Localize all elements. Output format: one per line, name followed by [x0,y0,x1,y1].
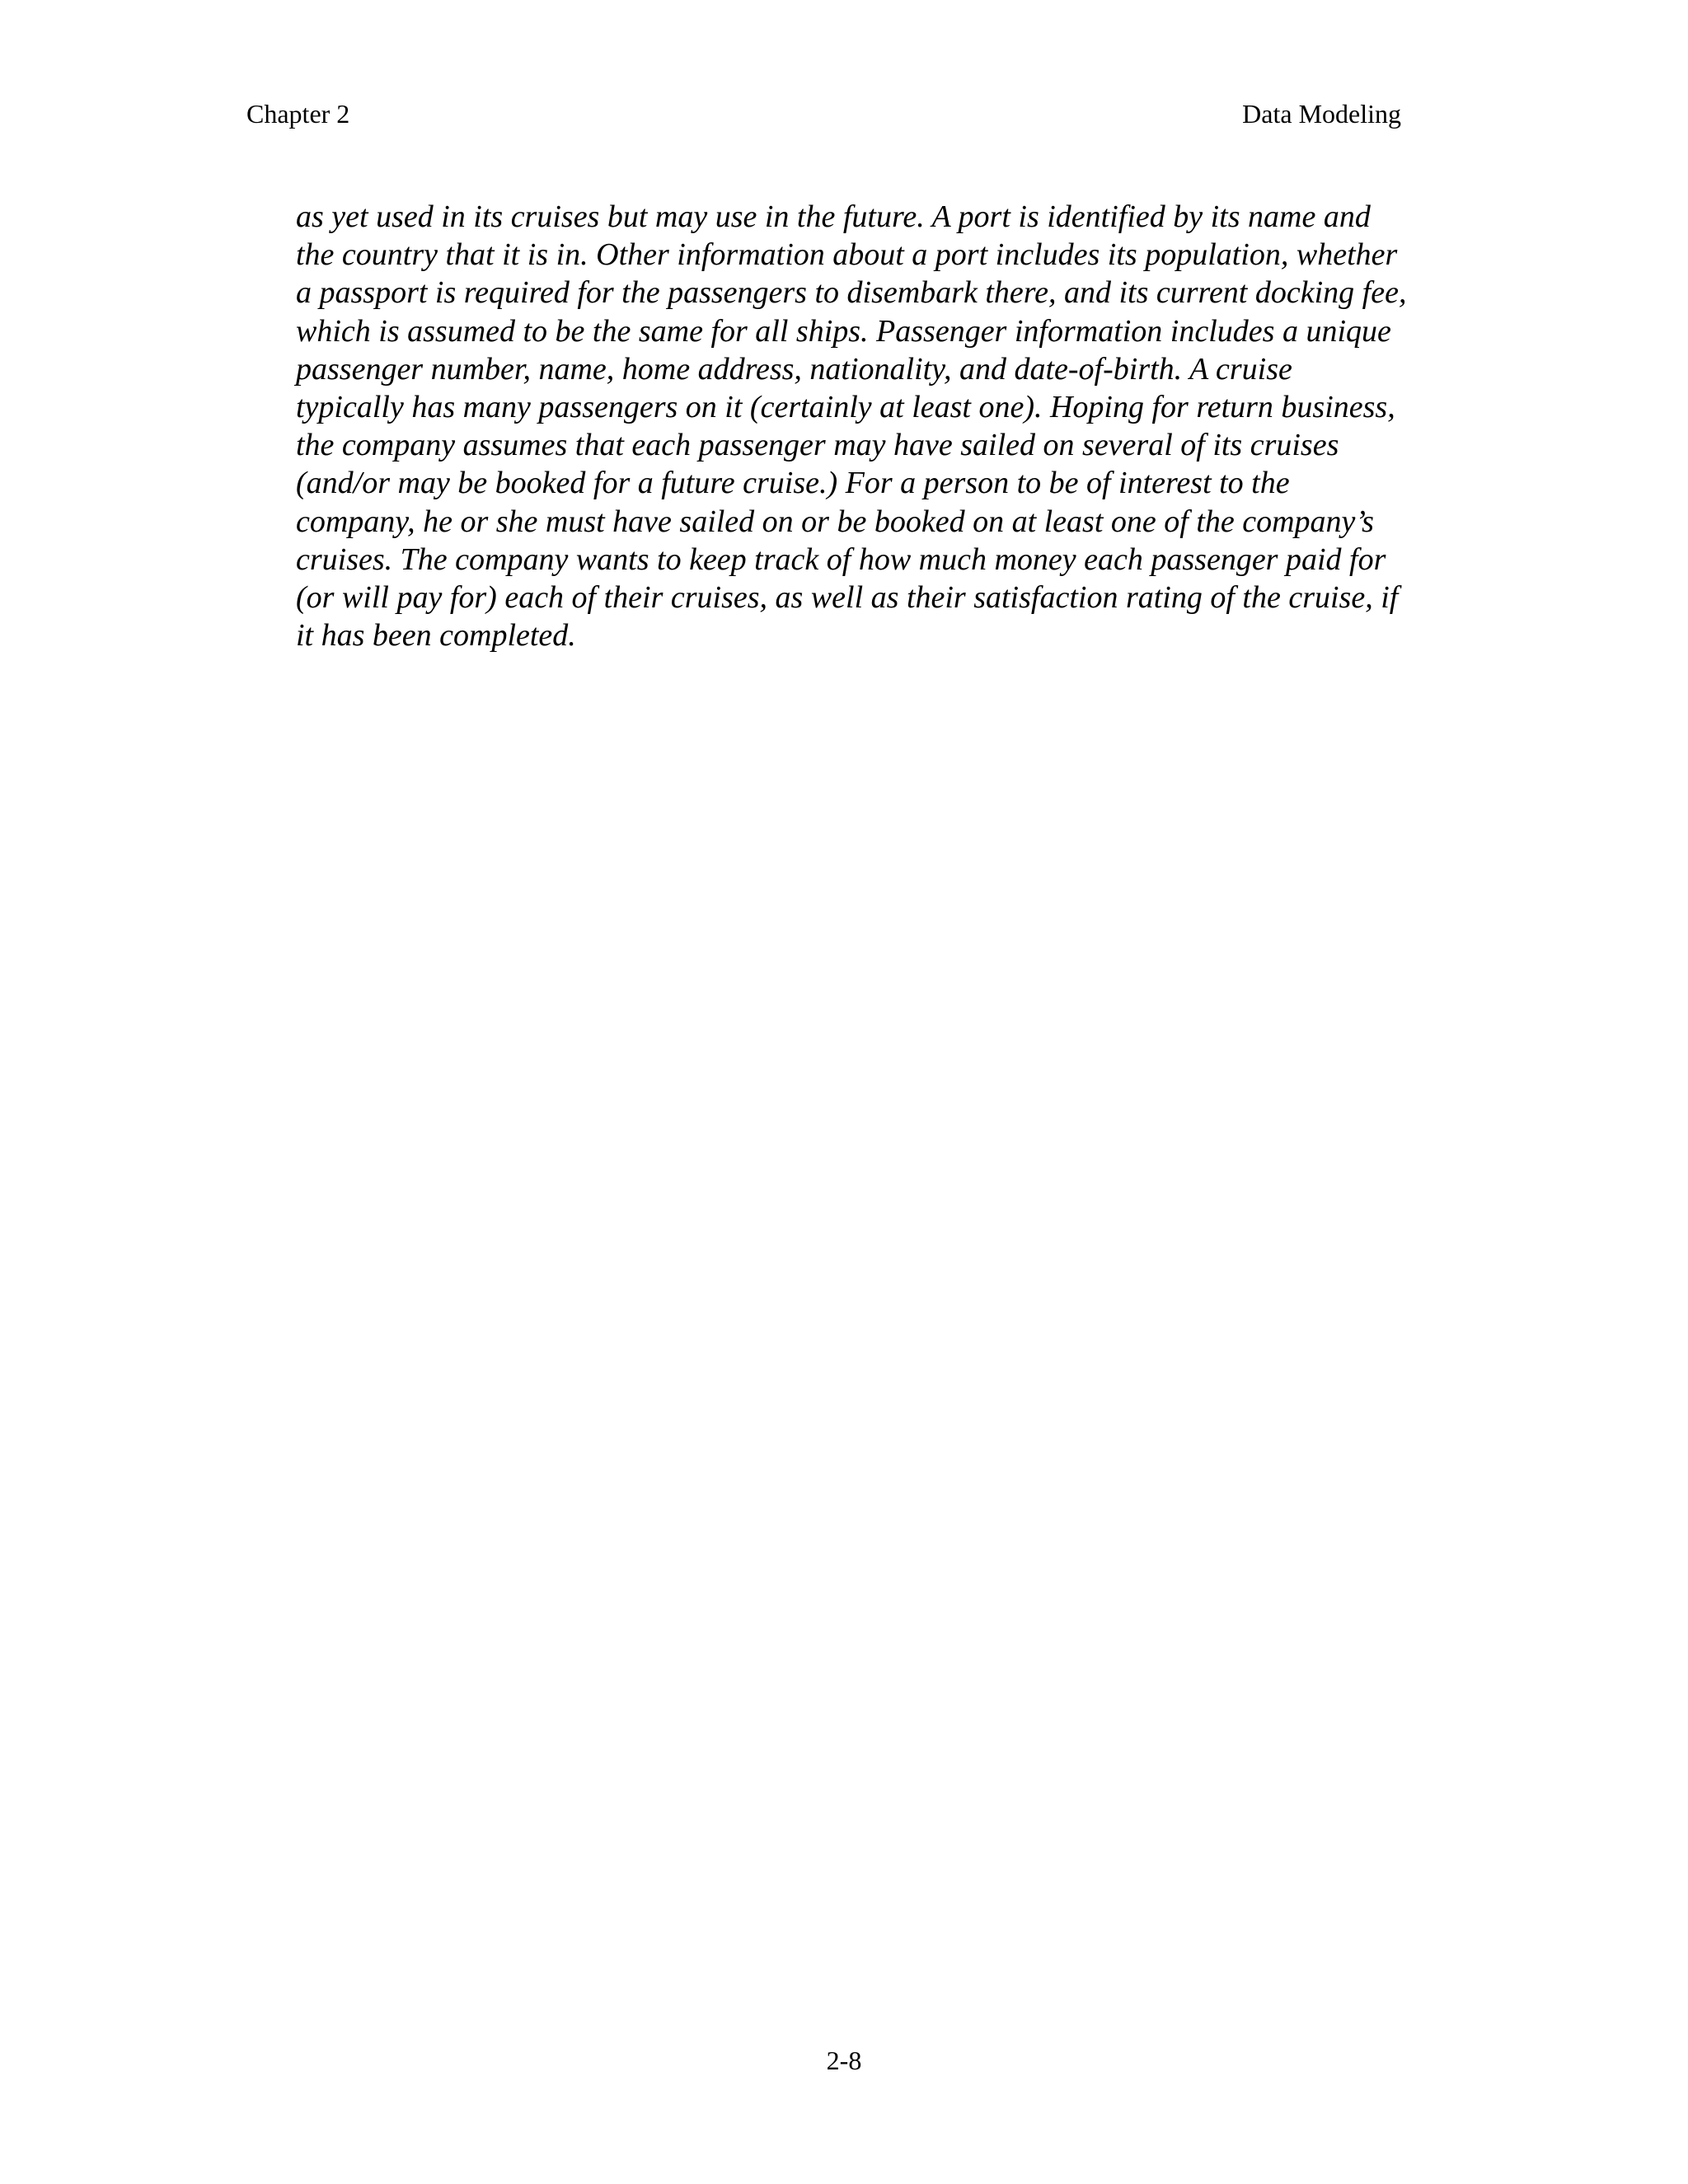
page-number: 2-8 [826,2046,862,2075]
paragraph-line: it has been completed. [296,618,576,654]
paragraph-line: (or will pay for) each of their cruises, as well as their satisfaction rating of the cruise, if [296,580,1399,616]
paragraph-line: a passport is required for the passengers to disembark there, and its current docking fee, [296,275,1407,311]
paragraph-line: cruises. The company wants to keep track of how much money each passenger paid for [296,541,1386,577]
paragraph-line: the company assumes that each passenger may have sailed on several of its cruises [296,428,1339,463]
paragraph-line: company, he or she must have sailed on or be booked on at least one of the company’s [296,504,1374,539]
paragraph-line: as yet used in its cruises but may use in the future. A port is identified by its name and [296,199,1371,234]
header-section-title: Data Modeling [1242,99,1401,129]
paragraph-line: the country that it is in. Other information about a port includes its population, whether [296,237,1398,273]
paragraph-line: which is assumed to be the same for all ships. Passenger information includes a unique [296,313,1391,349]
paragraph-line: passenger number, name, home address, nationality, and date-of-birth. A cruise [296,351,1292,387]
body-paragraph [296,198,1450,654]
paragraph-line: typically has many passengers on it (certainly at least one). Hoping for return business, [296,390,1395,425]
paragraph-line: (and/or may be booked for a future cruise.) For a person to be of interest to the [296,466,1290,501]
header-chapter: Chapter 2 [246,99,350,129]
